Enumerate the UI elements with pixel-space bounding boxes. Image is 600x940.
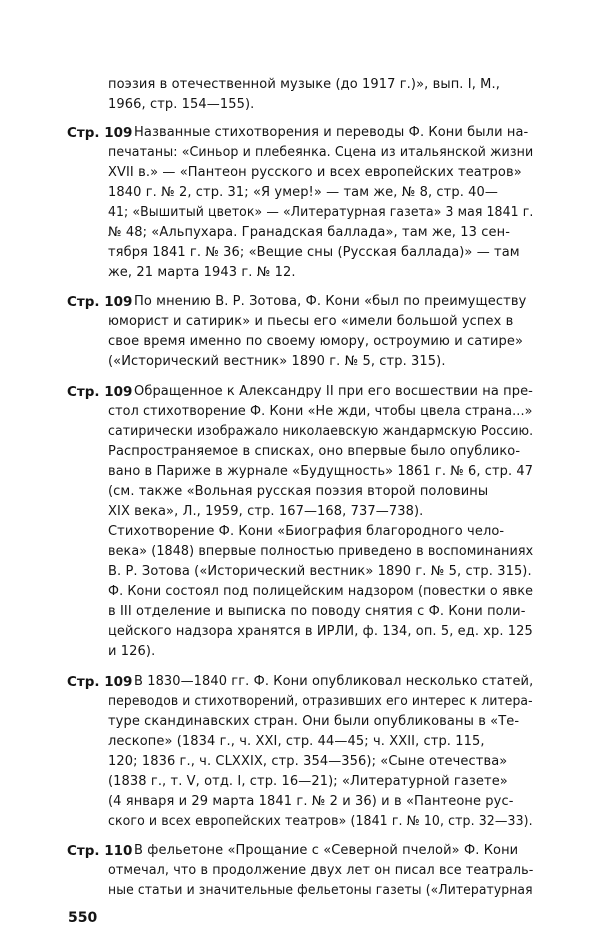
text-line: лескопе» (1834 г., ч. XXI, стр. 44—45; ч. XXII, стр. 115, xyxy=(108,734,485,749)
text-line: В. Р. Зотова («Исторический вестник» 1890 г. № 5, стр. 315). xyxy=(108,564,532,579)
text-line: XIX века», Л., 1959, стр. 167—168, 737—738). xyxy=(108,504,424,519)
text-line: поэзия в отечественной музыке (до 1917 г.)», вып. I, М., xyxy=(108,77,500,92)
text-line: ского и всех европейских театров» (1841 г. № 10, стр. 32—33). xyxy=(108,814,533,829)
text-line: цейского надзора хранятся в ИРЛИ, ф. 134, оп. 5, ед. хр. 125 xyxy=(108,624,533,639)
text-line: 41; «Вышитый цветок» — «Литературная газета» 3 мая 1841 г. xyxy=(108,205,534,220)
text-line: в III отделение и выписка по поводу снятия с Ф. Кони поли- xyxy=(108,604,526,619)
text-line: В фельетоне «Прощание с «Северной пчелой» Ф. Кони xyxy=(134,843,519,858)
text-line: (4 января и 29 марта 1841 г. № 2 и 36) и в «Пантеоне рус- xyxy=(108,794,514,809)
text-line: Ф. Кони состоял под полицейским надзором (повестки о явке xyxy=(108,584,534,599)
text-line: Обращенное к Александру II при его восшествии на пре- xyxy=(134,384,533,399)
text-line: и 126). xyxy=(108,644,156,659)
text-line: 1966, стр. 154—155). xyxy=(108,97,255,112)
page-reference: Стр. 110 xyxy=(67,843,133,859)
text-line: же, 21 марта 1943 г. № 12. xyxy=(108,265,296,280)
text-line: ные статьи и значительные фельетоны газеты («Литературная xyxy=(108,883,533,898)
text-line: По мнению В. Р. Зотова, Ф. Кони «был по преимуществу xyxy=(134,294,527,309)
text-line: (см. также «Вольная русская поэзия второй половины xyxy=(108,484,489,499)
page-number: 550 xyxy=(68,910,98,926)
text-line: века» (1848) впервые полностью приведено в воспоминаниях xyxy=(108,544,534,559)
text-line: переводов и стихотворений, отразивших его интерес к литера- xyxy=(108,694,533,709)
text-line: 1840 г. № 2, стр. 31; «Я умер!» — там же, № 8, стр. 40— xyxy=(108,185,499,200)
page-reference: Стр. 109 xyxy=(67,294,133,310)
text-line: Названные стихотворения и переводы Ф. Кони были на- xyxy=(134,125,529,140)
text-line: вано в Париже в журнале «Будущность» 1861 г. № 6, стр. 47 xyxy=(108,464,534,479)
text-line: («Исторический вестник» 1890 г. № 5, стр. 315). xyxy=(108,354,446,369)
page-reference: Стр. 109 xyxy=(67,384,133,400)
text-line: 120; 1836 г., ч. CLXXIX, стр. 354—356); «Сыне отечества» xyxy=(108,754,508,769)
text-line: (1838 г., т. V, отд. I, стр. 16—21); «Литературной газете» xyxy=(108,774,508,789)
text-line: сатирически изображало николаевскую жандармскую Россию. xyxy=(108,424,534,439)
text-line: Распространяемое в списках, оно впервые было опублико- xyxy=(108,444,521,459)
text-line: тября 1841 г. № 36; «Вещие сны (Русская баллада)» — там xyxy=(108,245,520,260)
text-line: В 1830—1840 гг. Ф. Кони опубликовал несколько статей, xyxy=(134,674,534,689)
text-line: стол стихотворение Ф. Кони «Не жди, чтобы цвела страна...» xyxy=(108,404,533,419)
text-line: юморист и сатирик» и пьесы его «имели большой успех в xyxy=(108,314,514,329)
text-line: свое время именно по своему юмору, остроумию и сатире» xyxy=(108,334,524,349)
text-line: № 48; «Альпухара. Гранадская баллада», там же, 13 сен- xyxy=(108,225,510,240)
text-line: печатаны: «Синьор и плебеянка. Сцена из итальянской жизни xyxy=(108,145,534,160)
text-line: XVII в.» — «Пантеон русского и всех европейских театров» xyxy=(108,165,522,180)
text-line: Стихотворение Ф. Кони «Биография благородного чело- xyxy=(108,524,505,539)
page-reference: Стр. 109 xyxy=(67,674,133,690)
text-line: отмечал, что в продолжение двух лет он писал все театраль- xyxy=(108,863,534,878)
page-reference: Стр. 109 xyxy=(67,125,133,141)
text-line: туре скандинавских стран. Они были опубликованы в «Те- xyxy=(108,714,520,729)
